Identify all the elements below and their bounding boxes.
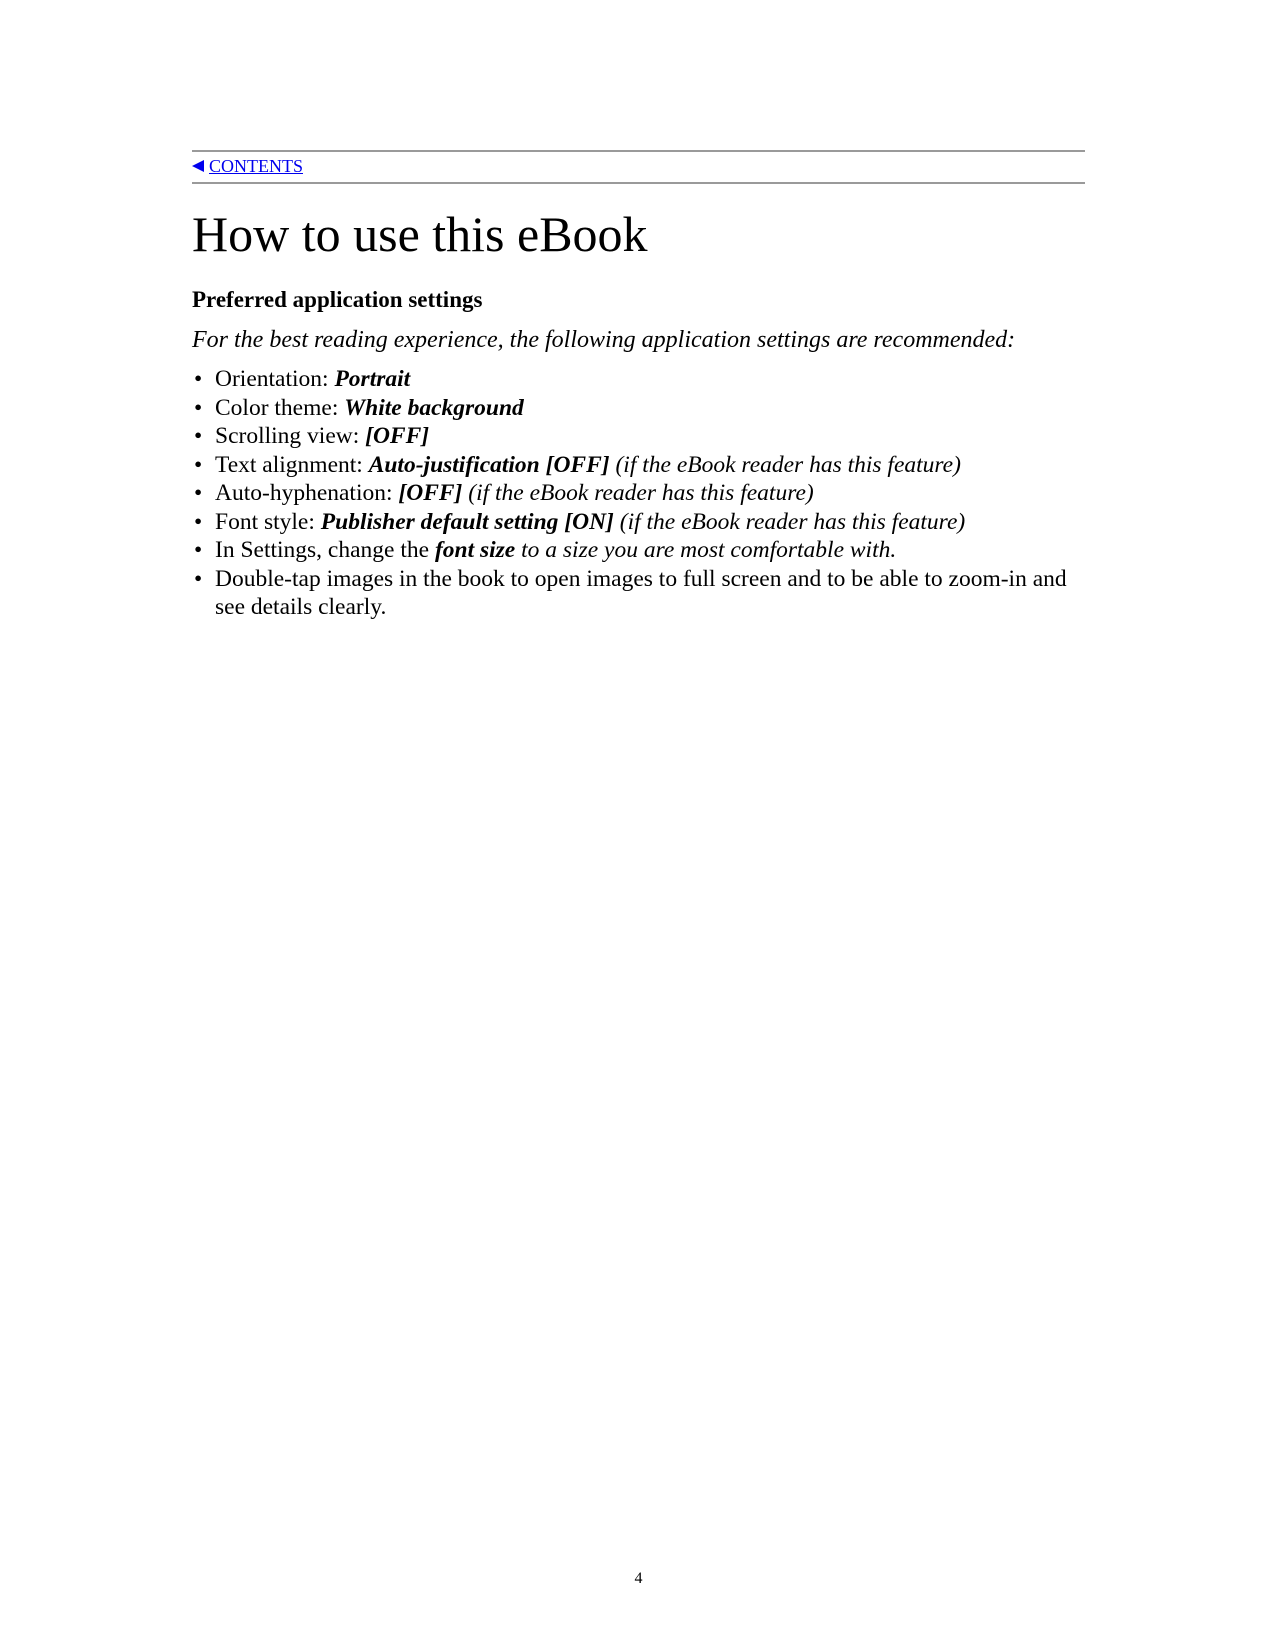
setting-label: Double-tap images in the book to open images to full screen and to be able to zoom-in and see details clearly. [215, 565, 1067, 620]
setting-value: White background [344, 394, 524, 421]
setting-note: (if the eBook reader has this feature) [609, 451, 961, 478]
bullet-icon: • [194, 537, 203, 563]
setting-note: (if the eBook reader has this feature) [613, 508, 966, 535]
list-item [192, 565, 1085, 622]
setting-label: Auto-hyphenation: [215, 480, 399, 506]
list-item [192, 422, 1085, 451]
contents-nav [192, 155, 303, 177]
bullet-icon: • [194, 394, 203, 421]
setting-label: Font style: [215, 508, 321, 535]
setting-value: [OFF] [398, 480, 463, 506]
intro-text: For the best reading experience, the following application settings are recommended: [192, 327, 1016, 353]
list-item [192, 451, 1085, 480]
bullet-icon: • [194, 480, 203, 506]
setting-value: [OFF] [365, 423, 430, 449]
ebook-page [192, 0, 1085, 1650]
setting-note: (if the eBook reader has this feature) [462, 480, 814, 506]
contents-link-label: CONTENTS [209, 156, 303, 176]
list-item [192, 365, 1085, 394]
settings-list [192, 365, 1085, 622]
page-number: 4 [634, 1570, 643, 1587]
bullet-icon: • [194, 508, 203, 535]
page-title: How to use this eBook [192, 206, 648, 262]
setting-value: Portrait [334, 366, 411, 392]
setting-label: Text alignment: [215, 451, 369, 478]
setting-value: Auto-justification [OFF] [368, 451, 610, 478]
left-triangle-icon [192, 160, 204, 172]
list-item [192, 479, 1085, 508]
section-heading: Preferred application settings [192, 287, 483, 312]
setting-value: font size [434, 537, 516, 563]
setting-note: to a size you are most comfortable with. [515, 537, 897, 563]
bullet-icon: • [194, 565, 203, 592]
setting-label: Color theme: [215, 394, 345, 421]
setting-value: Publisher default setting [ON] [320, 508, 614, 535]
bottom-divider [192, 182, 1085, 184]
setting-label: Scrolling view: [215, 423, 366, 449]
bullet-icon: • [194, 451, 203, 478]
list-item [192, 394, 1085, 423]
bullet-icon: • [194, 366, 203, 392]
bullet-icon: • [194, 423, 203, 449]
list-item [192, 508, 1085, 537]
contents-link[interactable] [192, 156, 303, 176]
list-item [192, 536, 1085, 565]
setting-label: In Settings, change the [215, 537, 435, 563]
setting-label: Orientation: [215, 366, 335, 392]
top-divider [192, 150, 1085, 152]
